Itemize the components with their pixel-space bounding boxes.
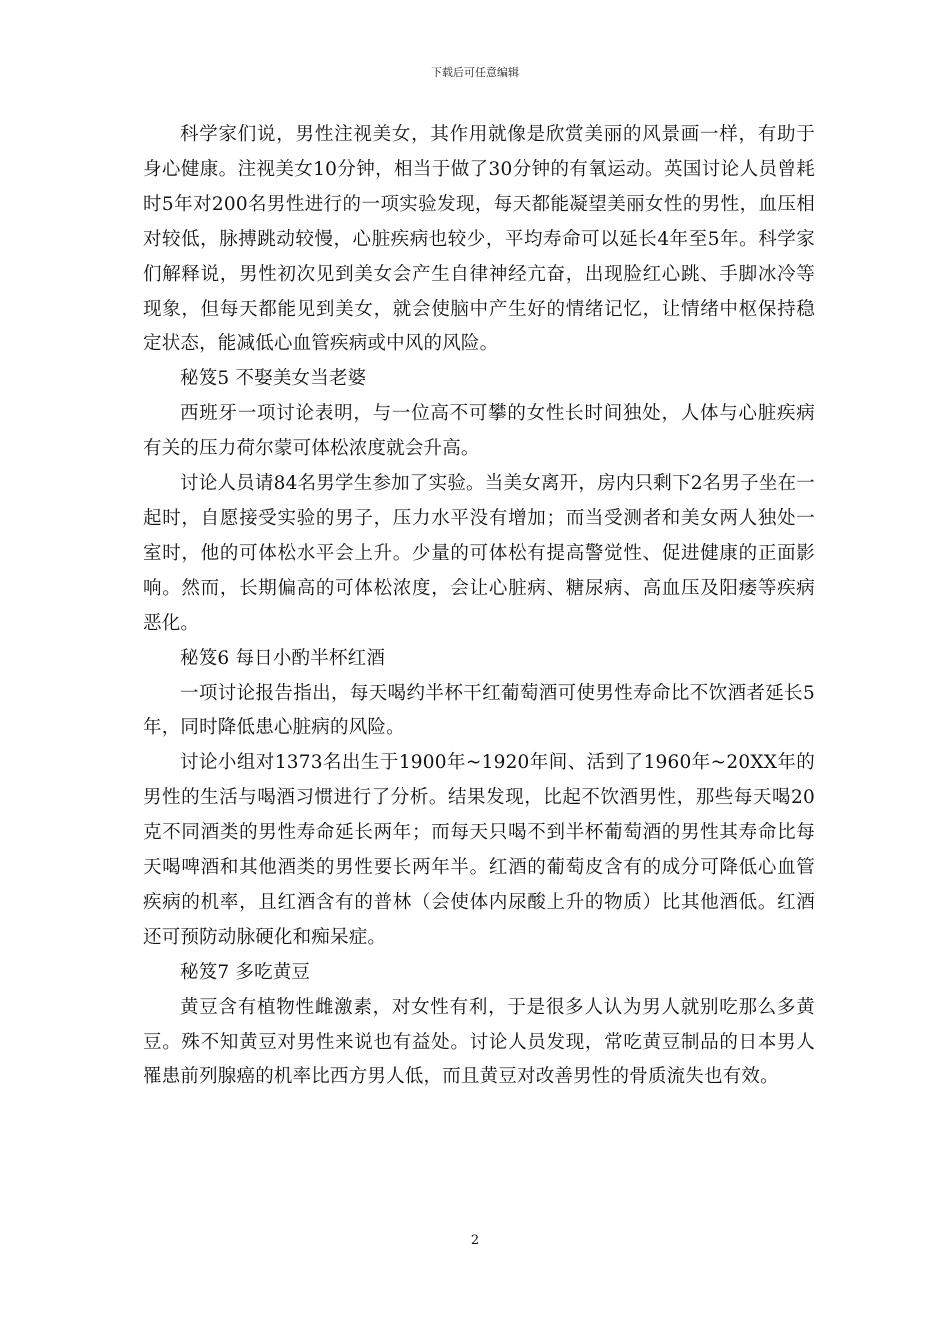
paragraph: 讨论人员请84名男学生参加了实验。当美女离开，房内只剩下2名男子坐在一起时，自愿接受实验的男子，压力水平没有增加；而当受测者和美女两人独处一室时，他的可体松水平会上升。少量的可体松有提高警觉性、促进健康的正面影响。然而，长期偏高的可体松浓度，会让心脏病、糖尿病、高血压及阳痿等疾病恶化。	[143, 473, 815, 634]
section-heading-7: 秘笈7 多吃黄豆	[180, 961, 311, 983]
paragraph: 讨论小组对1373名出生于1900年~1920年间、活到了1960年~20XX年的男性的生活与喝酒习惯进行了分析。结果发现，比起不饮酒男性，那些每天喝20克不同酒类的男性寿命延长两年；而每天只喝不到半杯葡萄酒的男性其寿命比每天喝啤酒和其他酒类的男性要长两年半。红酒的葡萄皮含有的成分可降低心血管疾病的机率，且红酒含有的普林（会使体内尿酸上升的物质）比其他酒低。红酒还可预防动脉硬化和痴呆症。	[143, 752, 815, 948]
document-body	[143, 118, 815, 1095]
paragraph: 一项讨论报告指出，每天喝约半杯干红葡萄酒可使男性寿命比不饮酒者延长5年，同时降低患心脏病的风险。	[143, 682, 815, 739]
page-number: 2	[470, 1233, 480, 1248]
paragraph: 黄豆含有植物性雌激素，对女性有利，于是很多人认为男人就别吃那么多黄豆。殊不知黄豆对男性来说也有益处。讨论人员发现，常吃黄豆制品的日本男人罹患前列腺癌的机率比西方男人低，而且黄豆对改善男性的骨质流失也有效。	[143, 996, 815, 1088]
paragraph: 西班牙一项讨论表明，与一位高不可攀的女性长时间独处，人体与心脏疾病有关的压力荷尔蒙可体松浓度就会升高。	[143, 403, 815, 460]
page-header: 下载后可任意编辑	[431, 66, 519, 79]
section-heading-5: 秘笈5 不娶美女当老婆	[180, 368, 367, 390]
paragraph-intro: 科学家们说，男性注视美女，其作用就像是欣赏美丽的风景画一样，有助于身心健康。注视美女10分钟，相当于做了30分钟的有氧运动。英国讨论人员曾耗时5年对200名男性进行的一项实验发现，每天都能凝望美丽女性的男性，血压相对较低，脉搏跳动较慢，心脏疾病也较少，平均寿命可以延长4年至5年。科学家们解释说，男性初次见到美女会产生自律神经亢奋，出现脸红心跳、手脚冰冷等现象，但每天都能见到美女，就会使脑中产生好的情绪记忆，让情绪中枢保持稳定状态，能减低心血管疾病或中风的风险。	[143, 124, 815, 355]
section-heading-6: 秘笈6 每日小酌半杯红酒	[180, 647, 386, 669]
